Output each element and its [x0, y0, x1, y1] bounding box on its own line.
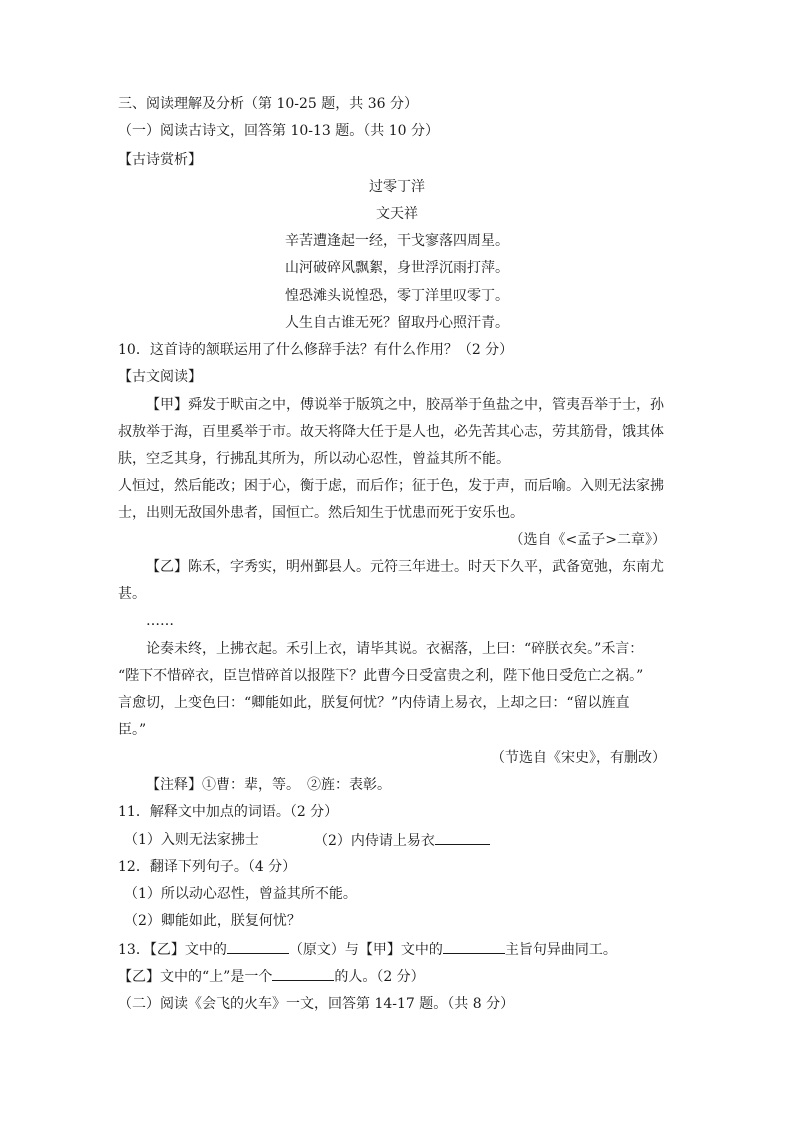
- answer-blank[interactable]: [227, 939, 289, 954]
- annotation-note: 【注释】①曹：辈，等。 ②旌：表彰。: [146, 777, 391, 793]
- yi-ellipsis: ……: [146, 613, 174, 629]
- jia-text-line: 士，出则无敌国外患者，国恒亡。然后知生于忧患而死于安乐也。: [118, 505, 524, 521]
- question-10: 10．这首诗的颔联运用了什么修辞手法？有什么作用？（2 分）: [118, 342, 514, 358]
- poem-title: 过零丁洋: [369, 179, 425, 195]
- answer-blank[interactable]: [443, 939, 505, 954]
- jia-text-line: 【甲】舜发于畎亩之中，傅说举于版筑之中，胶鬲举于鱼盐之中，管夷吾举于士，孙: [146, 397, 664, 413]
- jia-text-line: 肤，空乏其身，行拂乱其所为，所以动心忍性，曾益其所不能。: [118, 451, 510, 467]
- poem-line: 山河破碎风飘絮，身世浮沉雨打萍。: [285, 260, 509, 276]
- yi-text-line: 甚。: [118, 586, 146, 602]
- question-13-line-2: 【乙】文中的“上”是一个 的人。（2 分）: [118, 966, 425, 987]
- question-11: 11．解释文中加点的词语。（2 分）: [118, 804, 339, 820]
- q12-item-1: （1）所以动心忍性，曾益其所不能。: [124, 886, 357, 902]
- q12-item-2: （2）卿能如此，朕复何忧？: [124, 913, 301, 929]
- yi-text-line: 【乙】陈禾，字秀实，明州鄞县人。元符三年进士。时天下久平，武备宽弛，东南尤: [146, 559, 664, 575]
- poem-section-label: 【古诗赏析】: [118, 152, 202, 168]
- answer-blank[interactable]: [272, 966, 334, 981]
- answer-blank[interactable]: [435, 830, 490, 845]
- q11-item-2: （2）内侍请上易衣: [314, 830, 490, 851]
- q11-item-1: （1）入则无法家拂士: [124, 832, 259, 848]
- poem-author: 文天祥: [376, 206, 418, 222]
- jia-source: （选自《<孟子>二章》）: [509, 532, 666, 548]
- yi-source: （节选自《宋史》，有删改）: [491, 750, 666, 766]
- poem-line: 辛苦遭逢起一经，干戈寥落四周星。: [285, 233, 509, 249]
- poem-line: 人生自古谁无死？留取丹心照汗青。: [285, 315, 509, 331]
- yi-text-line: 论奏未终，上拂衣起。禾引上衣，请毕其说。衣裾落，上曰：“碎朕衣矣。”禾言：: [146, 641, 644, 657]
- prose-section-label: 【古文阅读】: [118, 369, 202, 385]
- question-12: 12．翻译下列句子。（4 分）: [118, 859, 297, 875]
- yi-text-line: “陛下不惜碎衣，臣岂惜碎首以报陛下？此曹今日受富贵之利，陛下他日受危亡之祸。”: [118, 668, 644, 684]
- question-13-line-1: 13．【乙】文中的 （原文）与【甲】文中的 主旨句异曲同工。: [118, 939, 617, 960]
- jia-text-line: 人恒过，然后能改；困于心，衡于虑，而后作；征于色，发于声，而后喻。入则无法家拂: [118, 478, 664, 494]
- yi-text-line: 臣。”: [118, 722, 147, 738]
- poem-line: 惶恐滩头说惶恐，零丁洋里叹零丁。: [285, 288, 509, 304]
- jia-text-line: 叔敖举于海，百里奚举于市。故天将降大任于是人也，必先苦其心志，劳其筋骨，饿其体: [118, 424, 664, 440]
- yi-text-line: 言愈切，上变色曰：“卿能如此，朕复何忧？”内侍请上易衣，上却之曰：“留以旌直: [118, 695, 630, 711]
- part-1-header: （一）阅读古诗文，回答第 10-13 题。（共 10 分）: [118, 123, 439, 139]
- part-2-header: （二）阅读《会飞的火车》一文，回答第 14-17 题。（共 8 分）: [118, 996, 515, 1012]
- section-3-header: 三、阅读理解及分析（第 10-25 题，共 36 分）: [118, 96, 418, 112]
